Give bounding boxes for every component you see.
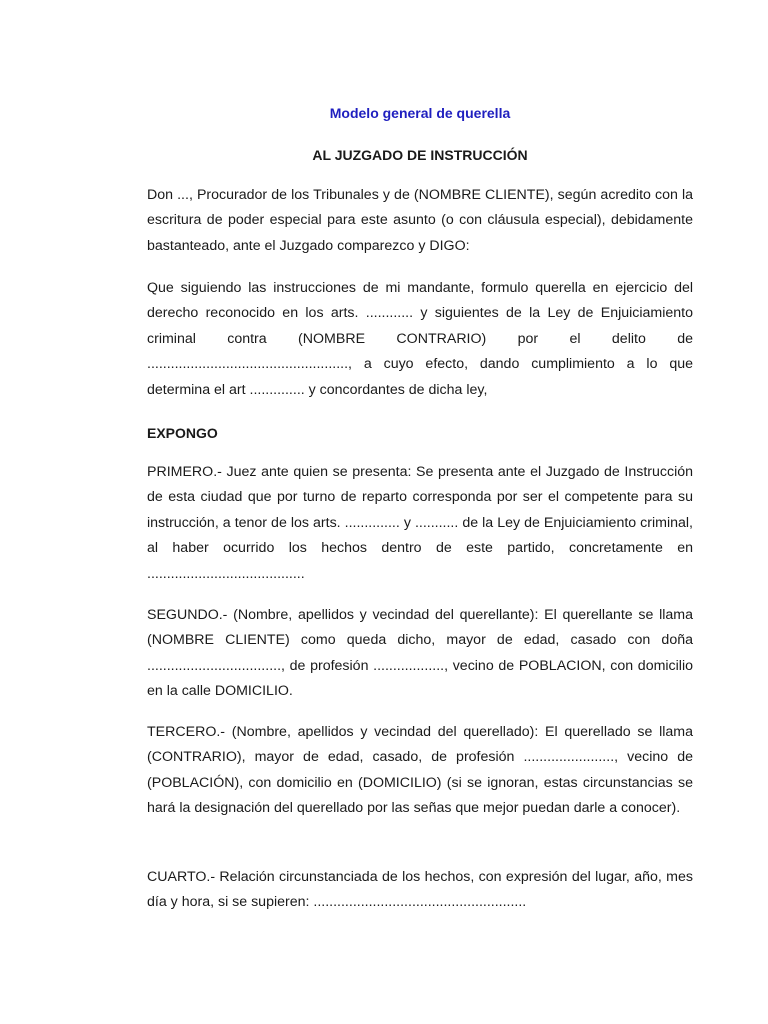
intro-paragraph: Don ..., Procurador de los Tribunales y de (NOMBRE CLIENTE), según acredito con la escritura de poder especial para este asunto (o con cláusula especial), debidamente bastanteado, ante el Juzgado comparezco y DIGO: — [147, 187, 693, 254]
expongo-heading: EXPONGO — [147, 425, 218, 441]
tercero-paragraph: TERCERO.- (Nombre, apellidos y vecindad del querellado): El querellado se llama (CONTRARIO), mayor de edad, casado, de profesión ......................., vecino de (POBLACIÓN), con domicilio en (DOMICILIO) (si se ignoran, estas circunstancias se hará la designación del querellado por las señas que mejor puedan darle a conocer). — [147, 724, 693, 817]
cuarto-paragraph: CUARTO.- Relación circunstanciada de los hechos, con expresión del lugar, año, mes día y hora, si se supieren: ...................................................... — [147, 869, 693, 911]
primero-paragraph: PRIMERO.- Juez ante quien se presenta: Se presenta ante el Juzgado de Instrucción de esta ciudad que por turno de reparto corresponda por ser el competente para su instrucción, a tenor de los arts. .............. y ........... de la Ley de Enjuiciamiento criminal, al haber ocurrido los hechos dentro de este partido, concretamente en ........................................ — [147, 464, 693, 582]
court-heading: AL JUZGADO DE INSTRUCCIÓN — [312, 147, 528, 163]
segundo-paragraph: SEGUNDO.- (Nombre, apellidos y vecindad del querellante): El querellante se llama (NOMBRE CLIENTE) como queda dicho, mayor de edad, casado con doña .................................., de profesión .................., vecino de POBLACION, con domicilio en la calle DOMICILIO. — [147, 607, 693, 700]
querella-paragraph: Que siguiendo las instrucciones de mi mandante, formulo querella en ejercicio del derecho reconocido en los arts. ............ y siguientes de la Ley de Enjuiciamiento criminal contra (NOMBRE CONTRARIO) por el delito de ..................................................., a cuyo efecto, dando cumplimiento a lo que determina el art .............. y concordantes de dicha ley, — [147, 280, 693, 398]
document-title: Modelo general de querella — [329, 105, 511, 121]
document-page — [147, 0, 693, 1024]
